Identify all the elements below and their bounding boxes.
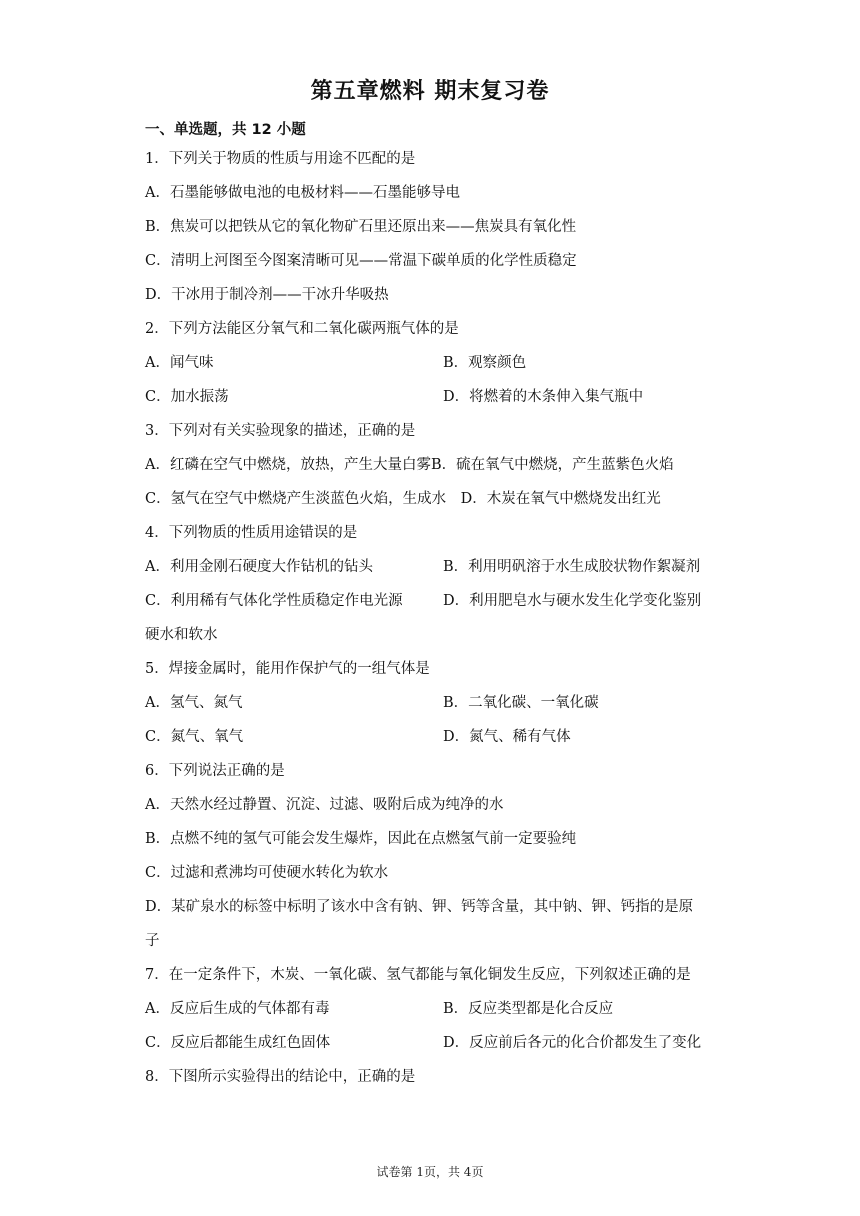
option-b: B．二氧化碳、一氧化碳 [443,695,599,711]
options-row [145,691,725,725]
question-stem: 2．下列方法能区分氧气和二氧化碳两瓶气体的是 [145,321,459,337]
option-c: C．清明上河图至今图案清晰可见——常温下碳单质的化学性质稳定 [145,253,577,269]
option-d: D．反应前后各元的化合价都发生了变化 [443,1035,702,1051]
option-a: A．天然水经过静置、沉淀、过滤、吸附后成为纯净的水 [145,797,504,813]
question-stem: 8．下图所示实验得出的结论中，正确的是 [145,1069,416,1085]
option-d: D．某矿泉水的标签中标明了该水中含有钠、钾、钙等含量，其中钠、钾、钙指的是原 [145,899,694,915]
option-a: A．石墨能够做电池的电极材料——石墨能够导电 [145,185,460,201]
option-c: C．利用稀有气体化学性质稳定作电光源 [145,593,403,609]
option-b: B．点燃不纯的氢气可能会发生爆炸，因此在点燃氢气前一定要验纯 [145,831,577,847]
question-stem: 7．在一定条件下，木炭、一氧化碳、氢气都能与氧化铜发生反应，下列叙述正确的是 [145,967,691,983]
options-row [145,997,725,1031]
options-row [145,589,725,623]
section-heading: 一、单选题，共 12 小题 [145,122,306,138]
question-stem: 3．下列对有关实验现象的描述，正确的是 [145,423,416,439]
question-list [145,147,725,1099]
option-continuation: 子 [145,933,160,949]
option-d: D．利用肥皂水与硬水发生化学变化鉴别 [443,593,702,609]
option-c: C．加水振荡 [145,389,229,405]
options-row [145,385,725,419]
option-c: C．氮气、氧气 [145,729,244,745]
options-row [145,725,725,759]
option-d: D．将燃着的木条伸入集气瓶中 [443,389,644,405]
option-d: D．氮气、稀有气体 [443,729,571,745]
option-continuation: 硬水和软水 [145,627,218,643]
options-row [145,555,725,589]
option-a: A．闻气味 [145,355,214,371]
option-b: B．观察颜色 [443,355,527,371]
option-b: B．反应类型都是化合反应 [443,1001,614,1017]
option-a: A．利用金刚石硬度大作钻机的钻头 [145,559,373,575]
option-d: D．干冰用于制冷剂——干冰升华吸热 [145,287,389,303]
option-a: A．反应后生成的气体都有毒 [145,1001,330,1017]
question-stem: 1．下列关于物质的性质与用途不匹配的是 [145,151,416,167]
question-stem: 4．下列物质的性质用途错误的是 [145,525,358,541]
option-b: B．利用明矾溶于水生成胶状物作絮凝剂 [443,559,701,575]
options-row: C．氢气在空气中燃烧产生淡蓝色火焰，生成水 D．木炭在氧气中燃烧发出红光 [145,491,661,507]
options-row [145,351,725,385]
option-a: A．氢气、氮气 [145,695,243,711]
option-c: C．过滤和煮沸均可使硬水转化为软水 [145,865,389,881]
option-b: B．焦炭可以把铁从它的氧化物矿石里还原出来——焦炭具有氧化性 [145,219,577,235]
options-row: A．红磷在空气中燃烧，放热，产生大量白雾B．硫在氧气中燃烧，产生蓝紫色火焰 [145,457,674,473]
page-title: 第五章燃料 期末复习卷 [310,79,550,104]
page-footer: 试卷第 1页，共 4页 [376,1165,484,1179]
option-c: C．反应后都能生成红色固体 [145,1035,331,1051]
question-stem: 6．下列说法正确的是 [145,763,285,779]
question-stem: 5．焊接金属时，能用作保护气的一组气体是 [145,661,430,677]
options-row [145,1031,725,1065]
